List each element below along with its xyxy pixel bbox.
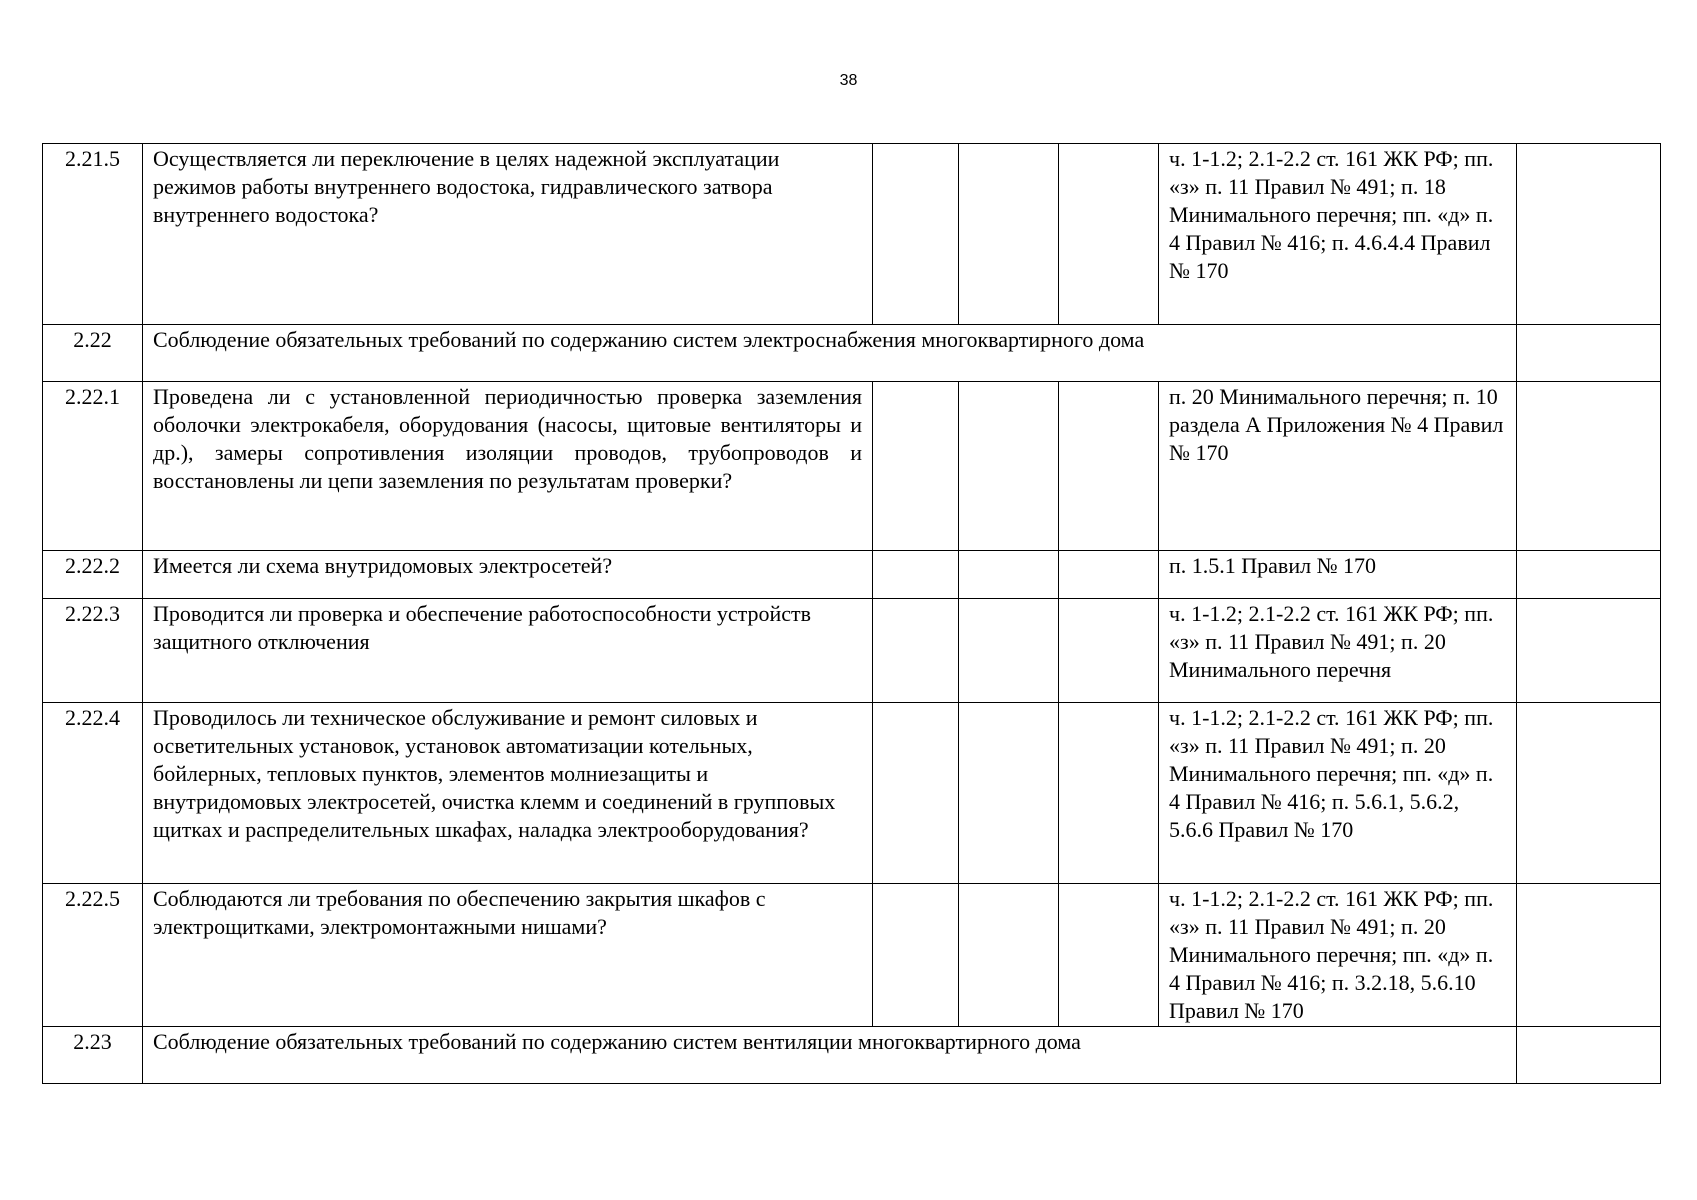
answer-no-cell[interactable]	[959, 599, 1059, 703]
answer-yes-cell[interactable]	[873, 551, 959, 599]
section-number: 2.23	[43, 1027, 143, 1084]
note-cell[interactable]	[1517, 703, 1661, 884]
item-reference: ч. 1-1.2; 2.1-2.2 ст. 161 ЖК РФ; пп. «з» п. 11 Правил № 491; п. 20 Минимального перечня; пп. «д» п. 4 Правил № 416; п. 5.6.1, 5.6.2, 5.6.6 Правил № 170	[1159, 703, 1517, 884]
answer-no-cell[interactable]	[959, 551, 1059, 599]
note-cell[interactable]	[1517, 599, 1661, 703]
section-number: 2.22	[43, 325, 143, 382]
item-number: 2.21.5	[43, 144, 143, 325]
item-reference: ч. 1-1.2; 2.1-2.2 ст. 161 ЖК РФ; пп. «з» п. 11 Правил № 491; п. 18 Минимального перечня; пп. «д» п. 4 Правил № 416; п. 4.6.4.4 Правил № 170	[1159, 144, 1517, 325]
answer-yes-cell[interactable]	[873, 703, 959, 884]
answer-no-cell[interactable]	[959, 144, 1059, 325]
note-cell[interactable]	[1517, 325, 1661, 382]
item-question: Проводилось ли техническое обслуживание и ремонт силовых и осветительных установок, установок автоматизации котельных, бойлерных, тепловых пунктов, элементов молниезащиты и внутридомовых электросетей, очистка клемм и соединений в групповых щитках и распределительных шкафах, наладка электрооборудования?	[143, 703, 873, 884]
answer-yes-cell[interactable]	[873, 382, 959, 551]
section-title: Соблюдение обязательных требований по содержанию систем вентиляции многоквартирного дома	[143, 1027, 1517, 1084]
note-cell[interactable]	[1517, 382, 1661, 551]
item-reference: п. 1.5.1 Правил № 170	[1159, 551, 1517, 599]
table-row	[43, 599, 1661, 703]
item-question-text: Проведена ли с установленной периодичностью проверка заземления оболочки электрокабеля, оборудования (насосы, щитовые вентиляторы и др.), замеры сопротивления изоляции проводов, трубопроводов и восстановлены ли цепи заземления по результатам проверки?	[153, 384, 862, 493]
item-reference: ч. 1-1.2; 2.1-2.2 ст. 161 ЖК РФ; пп. «з» п. 11 Правил № 491; п. 20 Минимального перечня; пп. «д» п. 4 Правил № 416; п. 3.2.18, 5.6.10 Правил № 170	[1159, 884, 1517, 1027]
answer-na-cell[interactable]	[1059, 144, 1159, 325]
note-cell[interactable]	[1517, 144, 1661, 325]
note-cell[interactable]	[1517, 884, 1661, 1027]
item-question: Осуществляется ли переключение в целях надежной эксплуатации режимов работы внутреннего водостока, гидравлического затвора внутреннего водостока?	[143, 144, 873, 325]
answer-yes-cell[interactable]	[873, 144, 959, 325]
item-number: 2.22.4	[43, 703, 143, 884]
section-title: Соблюдение обязательных требований по содержанию систем электроснабжения многоквартирного дома	[143, 325, 1517, 382]
table-row	[43, 703, 1661, 884]
answer-no-cell[interactable]	[959, 382, 1059, 551]
page-number: 38	[839, 72, 858, 89]
answer-yes-cell[interactable]	[873, 884, 959, 1027]
answer-yes-cell[interactable]	[873, 599, 959, 703]
item-question: Проводится ли проверка и обеспечение работоспособности устройств защитного отключения	[143, 599, 873, 703]
item-question	[143, 382, 873, 551]
note-cell[interactable]	[1517, 551, 1661, 599]
table-row	[43, 884, 1661, 1027]
item-number: 2.22.3	[43, 599, 143, 703]
item-number: 2.22.5	[43, 884, 143, 1027]
table-row	[43, 382, 1661, 551]
note-cell[interactable]	[1517, 1027, 1661, 1084]
section-row	[43, 325, 1661, 382]
answer-na-cell[interactable]	[1059, 884, 1159, 1027]
checklist-table	[42, 143, 1661, 1084]
item-number: 2.22.2	[43, 551, 143, 599]
item-reference: ч. 1-1.2; 2.1-2.2 ст. 161 ЖК РФ; пп. «з» п. 11 Правил № 491; п. 20 Минимального перечня	[1159, 599, 1517, 703]
answer-na-cell[interactable]	[1059, 551, 1159, 599]
table-row	[43, 551, 1661, 599]
answer-na-cell[interactable]	[1059, 703, 1159, 884]
item-question: Имеется ли схема внутридомовых электросетей?	[143, 551, 873, 599]
table-row	[43, 144, 1661, 325]
section-row	[43, 1027, 1661, 1084]
answer-no-cell[interactable]	[959, 884, 1059, 1027]
answer-na-cell[interactable]	[1059, 382, 1159, 551]
item-question: Соблюдаются ли требования по обеспечению закрытия шкафов с электрощитками, электромонтажными нишами?	[143, 884, 873, 1027]
answer-na-cell[interactable]	[1059, 599, 1159, 703]
answer-no-cell[interactable]	[959, 703, 1059, 884]
item-number: 2.22.1	[43, 382, 143, 551]
item-reference: п. 20 Минимального перечня; п. 10 раздела А Приложения № 4 Правил № 170	[1159, 382, 1517, 551]
